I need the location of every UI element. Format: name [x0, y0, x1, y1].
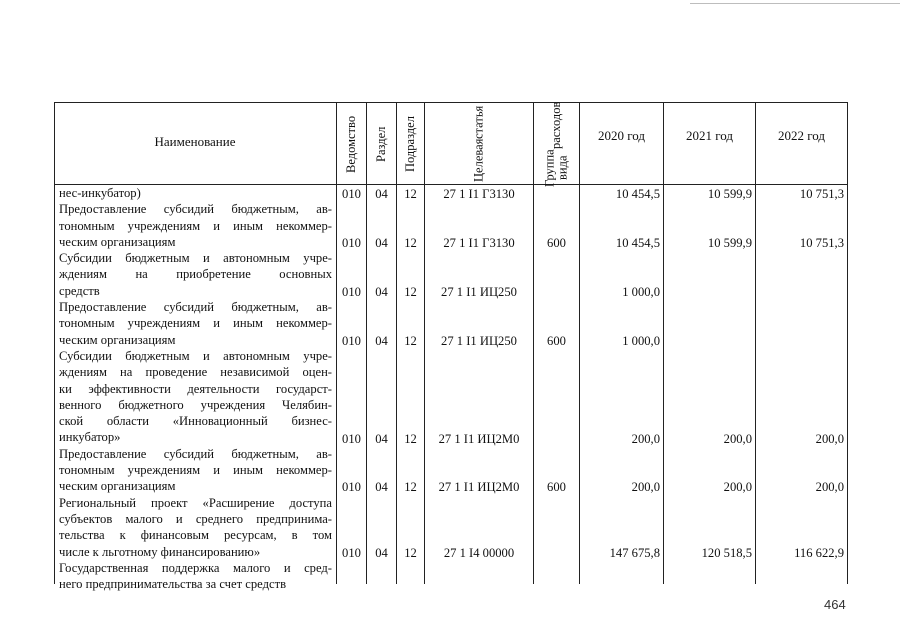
- header-year-2021: 2021 год: [686, 128, 733, 143]
- cell-2022: 10 751,3: [799, 235, 844, 250]
- cell-2020: 147 675,8: [609, 545, 660, 560]
- row-description: [59, 250, 332, 299]
- header-target-item-line1: Целевая: [471, 138, 486, 183]
- cell-target-item: 27 1 I1 Г3130: [443, 187, 515, 201]
- row-description: [59, 185, 332, 201]
- header-expense-group-line2: расходов: [549, 101, 563, 149]
- cell-target-item: 27 1 I1 ИЦ2М0: [438, 480, 520, 495]
- col-border: [847, 102, 848, 584]
- cell-2020: 200,0: [631, 480, 660, 495]
- cell-2020: 1 000,0: [622, 333, 660, 348]
- row-description: [59, 299, 332, 348]
- cell-target-item: 27 1 I1 ИЦ2М0: [438, 431, 520, 446]
- description-line: ки эффективности деятельности государст-: [59, 381, 332, 396]
- cell-section: 04: [375, 235, 388, 250]
- cell-section: 04: [375, 187, 388, 201]
- col-border: [54, 102, 55, 584]
- cell-2022: 10 751,3: [799, 187, 844, 201]
- description-line: нес-инкубатор): [59, 186, 141, 200]
- cell-department: 010: [342, 235, 361, 250]
- cell-2022: 200,0: [815, 431, 844, 446]
- header-year-2020: 2020 год: [598, 128, 645, 143]
- cell-subsection: 12: [404, 284, 417, 299]
- description-line: числе к льготному финансированию»: [59, 544, 261, 559]
- cell-2021: 10 599,9: [707, 187, 752, 201]
- description-line: ждениям на проведение независимой оцен-: [59, 365, 332, 380]
- header-target-item: [425, 104, 533, 184]
- description-line: инкубатор»: [59, 430, 121, 445]
- description-line: Предоставление субсидий бюджетным, ав-: [59, 202, 332, 217]
- header-expense-group: [534, 101, 579, 187]
- cell-department: 010: [342, 545, 361, 560]
- cell-department: 010: [342, 284, 361, 299]
- row-description: [59, 201, 332, 250]
- description-line: тономным учреждениям и иным некоммер-: [59, 218, 332, 233]
- cell-2021: 200,0: [723, 480, 752, 495]
- cell-target-item: 27 1 I1 ИЦ250: [441, 333, 517, 348]
- description-line: Субсидии бюджетным и автономным учре-: [59, 251, 332, 266]
- description-line: тономным учреждениям и иным некоммер-: [59, 316, 332, 331]
- description-line: Предоставление субсидий бюджетным, ав-: [59, 300, 332, 315]
- cell-department: 010: [342, 333, 361, 348]
- cell-target-item: 27 1 I1 ИЦ250: [441, 284, 517, 299]
- description-line: тельства к финансовым ресурсам, в том: [59, 528, 332, 543]
- cell-subsection: 12: [404, 480, 417, 495]
- cell-2022: 116 622,9: [794, 545, 844, 560]
- description-line: ждениям на приобретение основных: [59, 267, 332, 282]
- cell-department: 010: [342, 187, 361, 201]
- description-line: ческим организациям: [59, 479, 176, 494]
- cell-2021: 10 599,9: [707, 235, 752, 250]
- cell-2020: 10 454,5: [615, 187, 660, 201]
- cell-section: 04: [375, 480, 388, 495]
- cell-subsection: 12: [404, 333, 417, 348]
- cell-2020: 200,0: [631, 431, 660, 446]
- page-number: 464: [824, 597, 846, 612]
- scan-line: [690, 3, 900, 4]
- description-line: Субсидии бюджетным и автономным учре-: [59, 349, 332, 363]
- cell-subsection: 12: [404, 545, 417, 560]
- cell-2021: 120 518,5: [701, 545, 752, 560]
- header-section: Раздел: [374, 126, 388, 162]
- cell-expense-group: 600: [547, 480, 566, 495]
- cell-department: 010: [342, 480, 361, 495]
- cell-subsection: 12: [404, 187, 417, 201]
- header-target-item-line2: статья: [471, 105, 486, 139]
- col-border: [755, 102, 756, 584]
- cell-2022: 200,0: [815, 480, 844, 495]
- cell-2020: 1 000,0: [622, 284, 660, 299]
- cell-section: 04: [375, 333, 388, 348]
- header-year-2022: 2022 год: [778, 128, 825, 143]
- cell-section: 04: [375, 284, 388, 299]
- row-description: [59, 446, 332, 495]
- cell-expense-group: 600: [547, 235, 566, 250]
- description-line: Государственная поддержка малого и сред-: [59, 560, 332, 575]
- cell-target-item: 27 1 I1 Г3130: [443, 235, 515, 250]
- cell-2021: 200,0: [723, 431, 752, 446]
- description-line: него предпринимательства за счет средств: [59, 577, 287, 592]
- row-description: [59, 348, 332, 446]
- header-name: Наименование: [154, 134, 236, 149]
- description-line: средств: [59, 283, 100, 298]
- cell-department: 010: [342, 431, 361, 446]
- header-department: Ведомство: [344, 115, 358, 173]
- cell-subsection: 12: [404, 431, 417, 446]
- table-top-border: [54, 102, 848, 103]
- header-subsection: Подраздел: [403, 116, 417, 172]
- col-border: [663, 102, 664, 584]
- description-line: субъектов малого и среднего предпринима-: [59, 511, 332, 526]
- description-line: тономным учреждениям и иным некоммер-: [59, 463, 332, 478]
- row-description: [59, 495, 332, 560]
- row-description: [59, 560, 332, 593]
- description-line: ческим организациям: [59, 234, 176, 249]
- cell-subsection: 12: [404, 235, 417, 250]
- cell-section: 04: [375, 545, 388, 560]
- description-line: ской области «Инновационный бизнес-: [59, 414, 332, 429]
- description-line: венного бюджетного учреждения Челябин-: [59, 397, 332, 412]
- description-line: Предоставление субсидий бюджетным, ав-: [59, 446, 332, 461]
- cell-2020: 10 454,5: [615, 235, 660, 250]
- cell-section: 04: [375, 431, 388, 446]
- header-expense-group-line1: Группа вида: [542, 148, 570, 187]
- description-line: ческим организациям: [59, 332, 176, 347]
- cell-expense-group: 600: [547, 333, 566, 348]
- cell-target-item: 27 1 I4 00000: [443, 545, 515, 560]
- description-line: Региональный проект «Расширение доступа: [59, 495, 332, 510]
